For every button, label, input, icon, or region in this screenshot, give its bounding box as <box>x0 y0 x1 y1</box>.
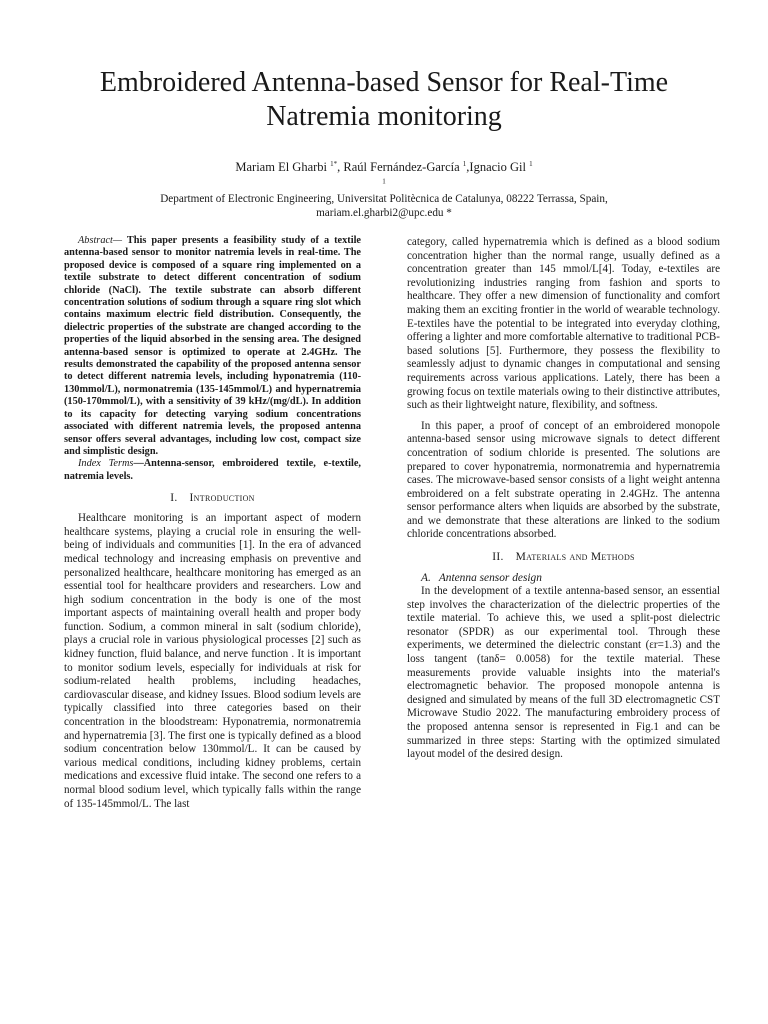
affiliation-mark: 1 <box>382 177 386 186</box>
intro-paragraph-2: In this paper, a proof of concept of an embroidered monopole antenna-based sensor using microwave signals to detect different concentration of sodium chloride is presented. The solutions are prepared to cover hyponatremia, normonatremia and hypernatremia cases. The microwave-based sensor consists of a light weight antenna embroidered on a felt substrate operating in 2.4GHz. The antenna sensor performance alters when liquids are absorbed by the substrate, and we demonstrate that these alterations are linked to the sodium chloride concentrations absorbed. <box>407 419 720 541</box>
author-1-affiliation-mark: 1* <box>330 159 338 168</box>
intro-paragraph-1-continued: category, called hypernatremia which is defined as a blood sodium concentration higher than the normal range, usually defined as a concentration greater than 145 mmol/L[4]. Today, e-textiles are revolutionizing industries ranging from fashion and sports to healthcare. They offer a new dimension of functionality and comfort making them an exciting frontier in the world of wearable technology. E-textiles have the potential to be integrated into everyday clothing, offering a lighter and more comfortable alternative to traditional PCB-based solutions [5]. Furthermore, they possess the flexibility to seamlessly adjust to dynamic changes in computational and sensing requirements across various applications. Lately, there has been a growing focus on textile materials owing to their distinctive attributes, such as their lightweight nature, flexibility, and softness. <box>407 236 720 412</box>
author-1: Mariam El Gharbi <box>235 160 331 174</box>
index-terms-label: Index Terms <box>78 458 134 470</box>
subsection-number: A. <box>421 572 431 585</box>
abstract <box>64 235 361 458</box>
methods-paragraph-1: In the development of a textile antenna-based sensor, an essential step involves the characterization of the dielectric properties of the textile material. To achieve this, we used a split-post dielectric resonator (SPDR) as our experimental tool. Through these experiments, we determined the dielectric constant (εr=1.3) and the loss tangent (tanδ= 0.0058) for the textile material. These measurements provide valuable insights into the material's electromagnetic behavior. The proposed monopole antenna is designed and simulated by means of the full 3D electromagnetic CST Microwave Studio 2022. The manufacturing embroidery process of the proposed antenna sensor is represented in Fig.1 and can be summarized in three steps: Starting with the optimized simulated layout model of the desired design. <box>407 585 720 761</box>
title-line-2: Natremia monitoring <box>266 101 502 132</box>
paper-title <box>40 66 728 134</box>
section-heading-introduction <box>64 491 361 505</box>
author-3-affiliation-mark: 1 <box>529 159 533 168</box>
subsection-heading-antenna-design <box>407 571 720 585</box>
author-2-affiliation-mark: 1 <box>462 159 467 168</box>
index-terms <box>64 458 361 483</box>
left-column <box>64 235 361 811</box>
right-column <box>407 236 720 762</box>
affiliation-text: Department of Electronic Engineering, Universitat Politècnica de Catalunya, 08222 Terrassa, Spain, <box>160 193 608 205</box>
affiliation-line-1 <box>60 178 708 206</box>
index-terms-text: —Antenna-sensor, embroidered textile, e-textile, natremia levels. <box>64 458 361 482</box>
affiliation <box>60 178 708 220</box>
abstract-label: Abstract <box>78 235 113 246</box>
author-list <box>60 160 708 175</box>
corresponding-email: mariam.el.gharbi2@upc.edu * <box>316 207 452 219</box>
section-title: Materials and Methods <box>515 551 635 564</box>
subsection-title: Antenna sensor design <box>438 572 542 585</box>
section-number: I. <box>170 492 178 505</box>
section-title: Introduction <box>189 492 255 505</box>
abstract-text: This paper presents a feasibility study of a textile antenna-based sensor to monitor natremia levels in real-time. The proposed device is composed of a square ring implemented on a textile substrate to detect different concentration of sodium chloride (NaCl). The textile substrate can absorb different concentration solutions of sodium through a square ring slot which contains maximum electric field distribution. Consequently, the dielectric properties of the substrate are changed according to the properties of the liquid absorbed in the sensing area. The designed antenna-based sensor is optimized to operate at 2.4GHz. The results demonstrated the capability of the proposed antenna sensor to detect different natremia levels, including hyponatremia (110-130mmol/L), normonatremia (135-145mmol/L) and hypernatremia (150-170mmol/L), with a sensitivity of 39 kHz/(mg/dL). In addition to its capacity for detecting varying sodium concentrations associated with different natremia levels, the proposed antenna sensor offers several advantages, including low cost, compact size and simplistic design. <box>64 235 361 457</box>
abstract-dash: — <box>112 235 123 246</box>
title-line-1: Embroidered Antenna-based Sensor for Real-Time <box>99 67 669 98</box>
section-number: II. <box>492 551 504 564</box>
author-3: ,Ignacio Gil <box>466 160 530 174</box>
intro-paragraph-1: Healthcare monitoring is an important aspect of modern healthcare systems, playing a crucial role in ensuring the well-being of individuals and communities [1]. In the era of advanced medical technology and increasing emphasis on preventive and personalized healthcare, healthcare monitoring has emerged as an essential tool for healthcare providers and researchers. Low and high sodium concentration in the body is one of the most important aspects of maintaining overall health and proper body function. Sodium, a common mineral in salt (sodium chloride), plays a crucial role in various physiological processes [2] such as kidney function, fluid balance, and nerve function . It is important to monitor sodium levels, especially for individuals at risk for sodium-related health problems, including headaches, cardiovascular disease, and kidney Issues. Blood sodium levels are typically classified into three categories based on their concentration in the bloodstream: Hyponatremia, normonatremia and hypernatremia [3]. The first one is typically defined as a blood sodium concentration below 130mmol/L. It can be caused by various medical conditions, including kidney problems, certain medications and excessive fluid intake. The second one refers to a normal blood sodium level, which typically falls within the range of 135-145mmol/L. The last <box>64 512 361 810</box>
author-2: , Raúl Fernández-García <box>337 160 463 174</box>
section-heading-materials-methods <box>407 550 720 564</box>
